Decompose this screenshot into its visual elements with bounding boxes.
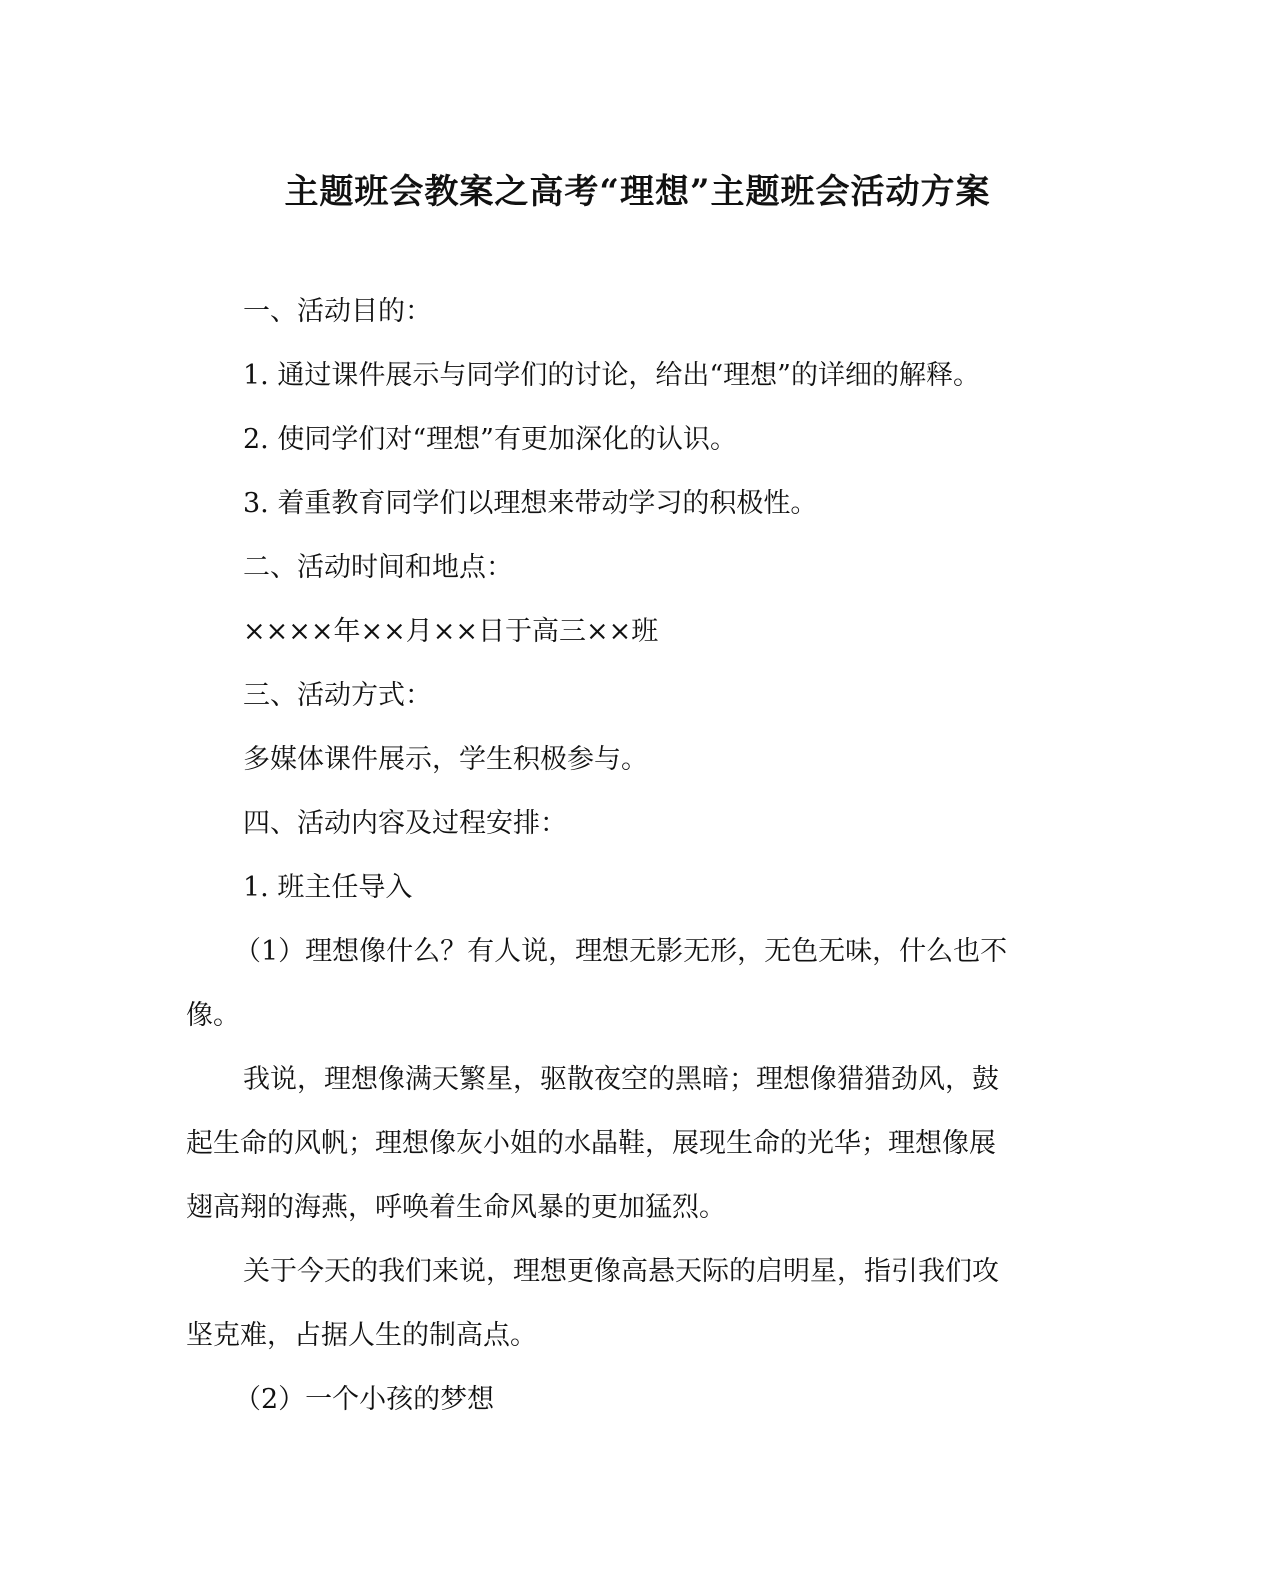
list-item: 1. 通过课件展示与同学们的讨论，给出“理想”的详细的解释。 [243, 360, 980, 391]
paragraph-line: 翅高翔的海燕，呼唤着生命风暴的更加猛烈。 [186, 1192, 726, 1223]
paragraph-line: （1）理想像什么？有人说，理想无影无形，无色无味，什么也不 [234, 936, 1008, 967]
paragraph-line: 我说，理想像满天繁星，驱散夜空的黑暗；理想像猎猎劲风，鼓 [243, 1064, 999, 1095]
document-body [186, 280, 1066, 1432]
paragraph-line: 关于今天的我们来说，理想更像高悬天际的启明星，指引我们攻 [243, 1256, 999, 1287]
list-item: 2. 使同学们对“理想”有更加深化的认识。 [243, 424, 737, 455]
document-title: 主题班会教案之高考“理想”主题班会活动方案 [284, 172, 991, 212]
section-heading-purpose: 一、活动目的： [243, 296, 432, 327]
list-item: 1. 班主任导入 [243, 872, 413, 903]
section-heading-time-place: 二、活动时间和地点： [243, 552, 513, 583]
paragraph-line: 像。 [186, 1000, 240, 1031]
list-item: 3. 着重教育同学们以理想来带动学习的积极性。 [243, 488, 818, 519]
time-place-text: ××××年××月××日于高三××班 [243, 616, 659, 647]
method-text: 多媒体课件展示，学生积极参与。 [243, 744, 648, 775]
paragraph-line: 起生命的风帆；理想像灰小姐的水晶鞋，展现生命的光华；理想像展 [186, 1128, 996, 1159]
section-heading-content: 四、活动内容及过程安排： [243, 808, 567, 839]
paragraph-line: （2）一个小孩的梦想 [234, 1384, 495, 1415]
section-heading-method: 三、活动方式： [243, 680, 432, 711]
paragraph-line: 坚克难，占据人生的制高点。 [186, 1320, 537, 1351]
